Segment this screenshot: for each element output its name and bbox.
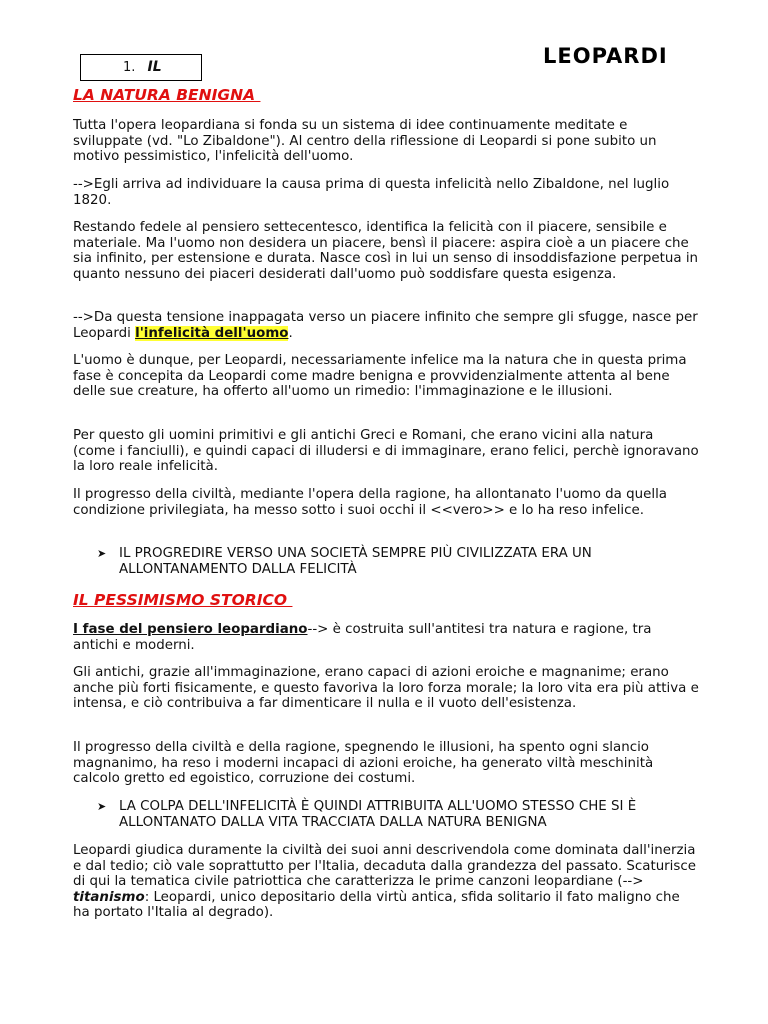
paragraph <box>73 843 699 921</box>
paragraph: Il progresso della civiltà e della ragione, spegnendo le illusioni, ha spento ogni slancio magnanimo, ha reso i moderni incapaci di azioni eroiche, ha generato viltà meschinità calcolo gretto ed egoistico, corruzione dei costumi. <box>73 740 654 787</box>
highlighted-phrase: l'infelicità dell'uomo <box>135 325 289 341</box>
paragraph: L'uomo è dunque, per Leopardi, necessariamente infelice ma la natura che in questa prima fase è concepita da Leopardi come madre benigna e provvidenzialmente attenta al bene delle sue creature, ha offerto all'uomo un rimedio: l'immaginazione e le illusioni. <box>73 353 687 400</box>
bullet-text: LA COLPA DELL'INFELICITÀ È QUINDI ATTRIBUITA ALL'UOMO STESSO CHE SI È ALLONTANATO DALLA VITA TRACCIATA DALLA NATURA BENIGNA <box>119 799 637 830</box>
section-number-box <box>80 54 202 81</box>
paragraph-text: -->Da questa tensione inappagata verso un piacere infinito che sempre gli sfugge, nasce per Leopardi <box>73 310 698 341</box>
heading-natura-benigna: LA NATURA BENIGNA <box>73 86 261 104</box>
document-title: LEOPARDI <box>543 44 668 68</box>
paragraph: Restando fedele al pensiero settecentesco, identifica la felicità con il piacere, sensibile e materiale. Ma l'uomo non desidera un piacere, bensì il piacere: aspira cioè a un piacere che sia infinito, per estensione e durata. Nasce così in lui un senso di insoddisfazione perpetua in quanto nessuno dei piaceri desiderati dall'uomo può soddisfare questa esigenza. <box>73 220 699 282</box>
paragraph-text: --> è costruita sull'antitesi tra natura e ragione, tra antichi e moderni. <box>73 622 652 653</box>
paragraph: -->Egli arriva ad individuare la causa prima di questa infelicità nello Zibaldone, nel luglio 1820. <box>73 177 670 208</box>
section-number-label: IL <box>147 59 162 75</box>
paragraph: Per questo gli uomini primitivi e gli antichi Greci e Romani, che erano vicini alla natura (come i fanciulli), e quindi capaci di illudersi e di immaginare, erano felici, perchè ignoravano la loro reale infelicità. <box>73 428 699 475</box>
bullet-text: IL PROGREDIRE VERSO UNA SOCIETÀ SEMPRE PIÙ CIVILIZZATA ERA UN ALLONTANAMENTO DALLA FELICITÀ <box>119 546 592 577</box>
paragraph: Gli antichi, grazie all'immaginazione, erano capaci di azioni eroiche e magnanime; erano anche più forti fisicamente, e questo favoriva la loro forza morale; la loro vita era più attiva e intensa, e ciò contribuiva a far dimenticare il nulla e il vuoto dell'esistenza. <box>73 665 699 712</box>
arrowhead-bullet-icon: ➤ <box>97 547 107 560</box>
bullet-item <box>97 799 657 831</box>
paragraph: Il progresso della civiltà, mediante l'opera della ragione, ha allontanato l'uomo da quella condizione privilegiata, ha messo sotto i suoi occhi il <<vero>> e lo ha reso infelice. <box>73 487 668 518</box>
heading-pessimismo-storico: IL PESSIMISMO STORICO <box>73 591 293 609</box>
paragraph-text: . <box>288 325 293 341</box>
paragraph <box>73 310 699 341</box>
bullet-item <box>97 546 657 578</box>
paragraph-text: Leopardi giudica duramente la civiltà dei suoi anni descrivendola come dominata dall'inerzia e dal tedio; ciò vale soprattutto per l'Italia, decaduta dalla grandezza del passato. Scaturisce di qui la tematica civile patriottica che caratterizza le prime canzoni leopardiane (--> <box>73 843 696 890</box>
arrowhead-bullet-icon: ➤ <box>97 800 107 813</box>
section-number: 1. <box>123 60 136 75</box>
paragraph-text: : Leopardi, unico depositario della virtù antica, sfida solitario il fato maligno che ha portato l'Italia al degrado). <box>73 889 680 921</box>
phase-label: I fase del pensiero leopardiano <box>73 622 308 637</box>
paragraph <box>73 622 699 653</box>
emphasized-term: titanismo <box>73 889 145 905</box>
paragraph: Tutta l'opera leopardiana si fonda su un sistema di idee continuamente meditate e sviluppate (vd. "Lo Zibaldone"). Al centro della riflessione di Leopardi si pone subito un motivo pessimistico, l'infelicità dell'uomo. <box>73 118 657 165</box>
